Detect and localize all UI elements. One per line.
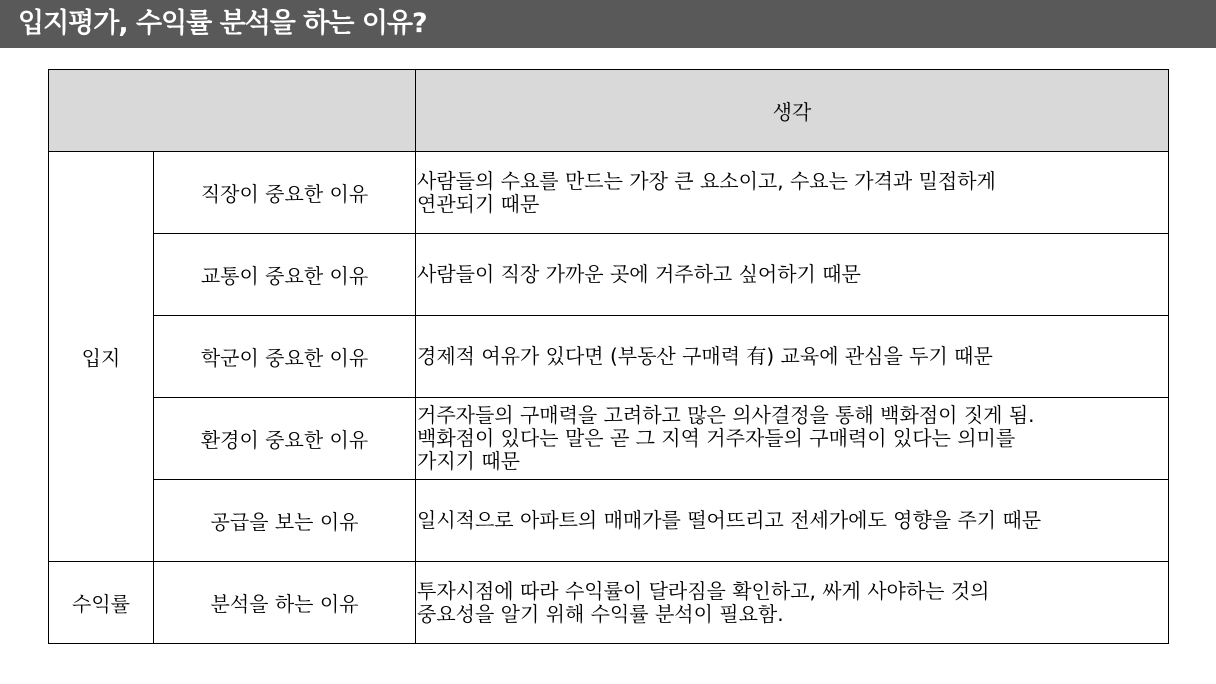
table-header-row (49, 70, 1169, 152)
table-row (49, 562, 1169, 644)
reason-cell: 환경이 중요한 이유 (154, 398, 416, 480)
thought-text: 일시적으로 아파트의 매매가를 떨어뜨리고 전세가에도 영향을 주기 때문 (417, 508, 1042, 532)
reason-cell: 분석을 하는 이유 (154, 562, 416, 644)
table-row (49, 398, 1169, 480)
page-title: 입지평가, 수익률 분석을 하는 이유? (0, 0, 1216, 48)
thought-cell (416, 480, 1169, 562)
thought-cell (416, 316, 1169, 398)
table-row (49, 152, 1169, 234)
table-row (49, 480, 1169, 562)
thought-cell (416, 398, 1169, 480)
reasons-table (48, 69, 1169, 644)
reason-cell: 교통이 중요한 이유 (154, 234, 416, 316)
header-cell-empty (49, 70, 416, 152)
thought-cell (416, 562, 1169, 644)
table-row (49, 234, 1169, 316)
reason-cell: 공급을 보는 이유 (154, 480, 416, 562)
reason-cell: 학군이 중요한 이유 (154, 316, 416, 398)
thought-text: 사람들이 직장 가까운 곳에 거주하고 싶어하기 때문 (417, 262, 861, 286)
thought-text: 투자시점에 따라 수익률이 달라짐을 확인하고, 싸게 사야하는 것의 중요성을 알기 위해 수익률 분석이 필요함. (417, 578, 990, 626)
reason-cell: 직장이 중요한 이유 (154, 152, 416, 234)
thought-text: 사람들의 수요를 만드는 가장 큰 요소이고, 수요는 가격과 밀접하게 연관되기 때문 (417, 168, 996, 216)
table-row (49, 316, 1169, 398)
thought-cell (416, 234, 1169, 316)
category-cell: 수익률 (49, 562, 154, 644)
header-cell-thought: 생각 (416, 70, 1169, 152)
thought-text: 경제적 여유가 있다면 (부동산 구매력 有) 교육에 관심을 두기 때문 (417, 344, 993, 368)
thought-text: 거주자들의 구매력을 고려하고 많은 의사결정을 통해 백화점이 짓게 됨. 백화점이 있다는 말은 곧 그 지역 거주자들의 구매력이 있다는 의미를 가지기 때문 (417, 403, 1035, 473)
category-cell: 입지 (49, 152, 154, 562)
thought-cell (416, 152, 1169, 234)
